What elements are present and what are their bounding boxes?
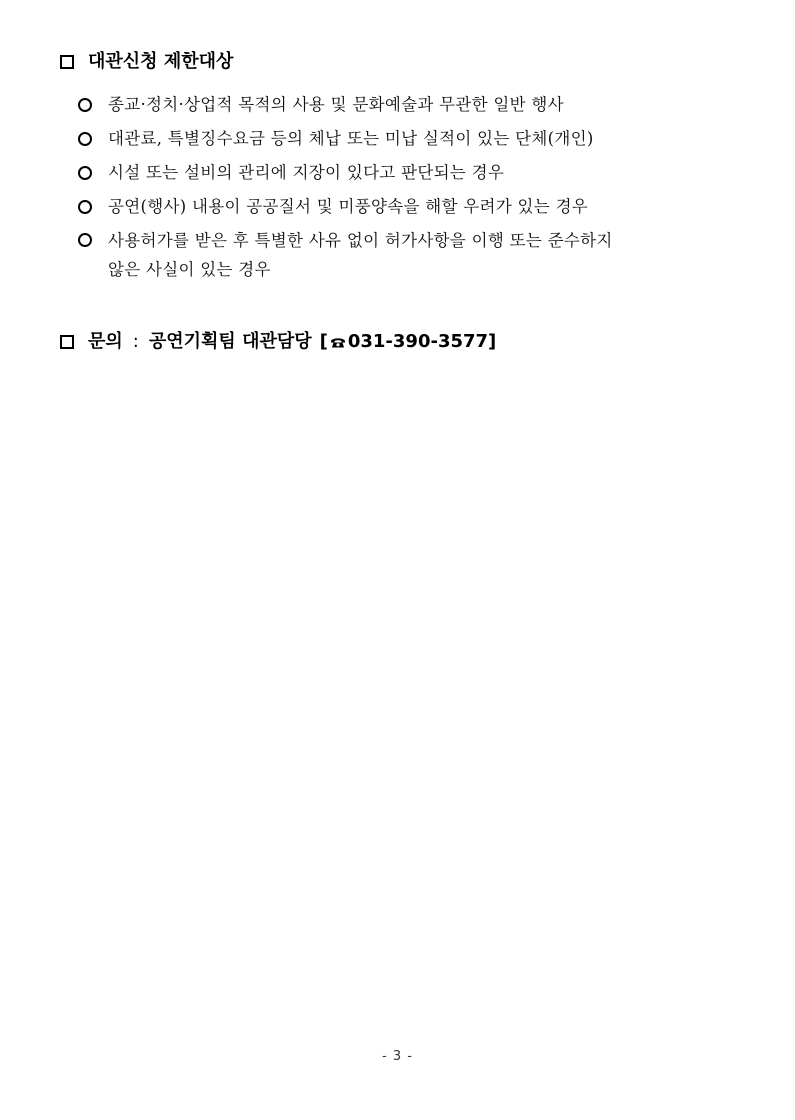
list-item	[78, 156, 718, 190]
contact-phone-group	[320, 331, 497, 353]
restrictions-heading-text: 대관신청 제한대상	[88, 51, 234, 72]
list-item-text: 대관료, 특별징수요금 등의 체납 또는 미납 실적이 있는 단체(개인)	[108, 129, 594, 148]
contact-heading	[60, 331, 496, 353]
contact-phone-number: 031-390-3577	[347, 331, 489, 352]
page-number: - 3 -	[382, 1049, 413, 1064]
list-item	[78, 190, 718, 224]
list-item-text: 시설 또는 설비의 관리에 지장이 있다고 판단되는 경우	[108, 163, 505, 182]
restrictions-list	[78, 88, 718, 284]
contact-office: 공연기획팀 대관담당	[148, 331, 312, 352]
list-item	[78, 88, 718, 122]
list-item-text-line-2: 않은 사실이 있는 경우	[108, 260, 271, 279]
circle-bullet-icon	[78, 98, 92, 112]
list-item-text: 공연(행사) 내용이 공공질서 및 미풍양속을 해할 우려가 있는 경우	[108, 197, 589, 216]
close-bracket: ]	[488, 331, 497, 352]
list-item	[78, 224, 718, 284]
circle-bullet-icon	[78, 200, 92, 214]
list-item	[78, 122, 718, 156]
restrictions-heading	[60, 51, 233, 73]
contact-separator: :	[132, 331, 139, 352]
list-item-text: 종교·정치·상업적 목적의 사용 및 문화예술과 무관한 일반 행사	[108, 95, 564, 114]
list-item-text-line-1: 사용허가를 받은 후 특별한 사유 없이 허가사항을 이행 또는 준수하지	[108, 231, 613, 250]
circle-bullet-icon	[78, 166, 92, 180]
contact-label: 문의	[88, 331, 123, 352]
circle-bullet-icon	[78, 233, 92, 247]
open-bracket: [	[319, 331, 328, 352]
telephone-icon	[330, 336, 346, 348]
checkbox-icon	[60, 335, 74, 349]
circle-bullet-icon	[78, 132, 92, 146]
checkbox-icon	[60, 55, 74, 69]
